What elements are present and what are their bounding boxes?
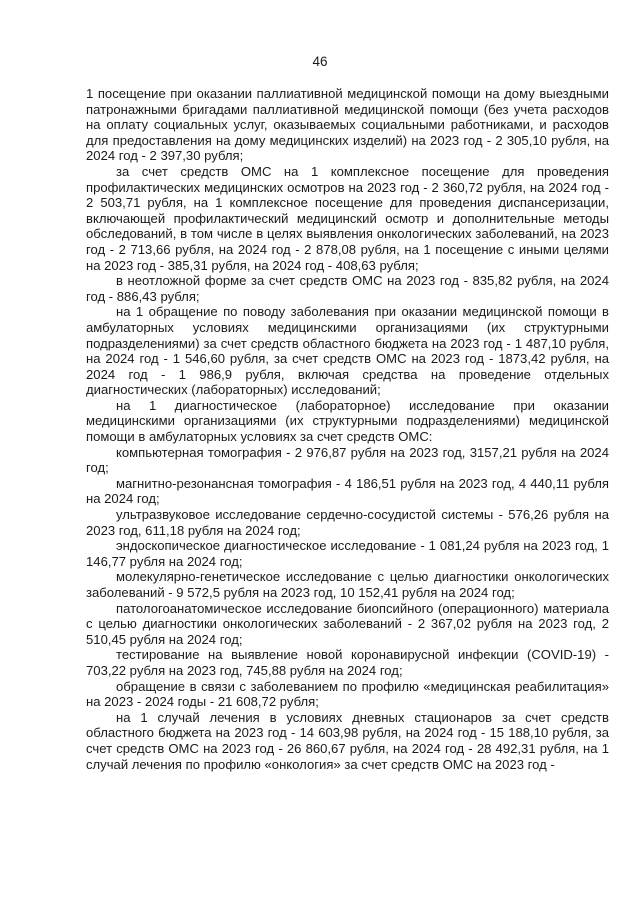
paragraph-rehabilitation: обращение в связи с заболеванием по профилю «медицинская реабилитация» на 2023 - 2024 годы - 21 608,72 рубля;: [86, 678, 609, 710]
document-body: [86, 86, 609, 772]
paragraph-mri: магнитно-резонансная томография - 4 186,51 рубля на 2023 год, 4 440,11 рубля на 2024 год;: [86, 475, 609, 507]
paragraph-endoscopy: эндоскопическое диагностическое исследование - 1 081,24 рубля на 2023 год, 1 146,77 рубля на 2024 год;: [86, 538, 609, 569]
paragraph-palliative-home-visit: 1 посещение при оказании паллиативной медицинской помощи на дому выездными патронажными бригадами паллиативной медицинской помощи (без учета расходов на оплату социальных услуг, оказываемых социальными работниками, и расходов для предоставления на дому медицинских изделий) на 2023 год - 2 305,10 рубля, на 2024 год - 2 397,30 рубля;: [86, 86, 609, 164]
paragraph-molecular-genetic: молекулярно-генетическое исследование с целью диагностики онкологических заболеваний - 9 572,5 рубля на 2023 год, 10 152,41 рубля на 2024 год;: [86, 569, 609, 600]
paragraph-ultrasound: ультразвуковое исследование сердечно-сосудистой системы - 576,26 рубля на 2023 год, 611,18 рубля на 2024 год;: [86, 507, 609, 538]
paragraph-urgent-care: в неотложной форме за счет средств ОМС на 2023 год - 835,82 рубля, на 2024 год - 886,43 рубля;: [86, 273, 609, 304]
paragraph-ct: компьютерная томография - 2 976,87 рубля на 2023 год, 3157,21 рубля на 2024 год;: [86, 444, 609, 476]
paragraph-covid-test: тестирование на выявление новой коронавирусной инфекции (COVID-19) - 703,22 рубля на 2023 год, 745,88 рубля на 2024 год;: [86, 647, 609, 678]
paragraph-day-hospital: на 1 случай лечения в условиях дневных стационаров за счет средств областного бюджета на 2023 год - 14 603,98 рубля, на 2024 год - 15 188,10 рубля, за счет средств ОМС на 2023 год - 26 860,67 рубля, на 2024 год - 28 492,31 рубля, на 1 случай лечения по профилю «онкология» за счет средств ОМС на 2023 год -: [86, 709, 609, 772]
page-number: 46: [312, 54, 328, 69]
paragraph-disease-appeal: на 1 обращение по поводу заболевания при оказании медицинской помощи в амбулаторных условиях медицинскими организациями (их структурными подразделениями) за счет средств областного бюджета на 2023 год - 1 487,10 рубля, на 2024 год - 1 546,60 рубля, за счет средств ОМС на 2023 год - 1873,42 рубля, на 2024 год - 1 986,9 рубля, включая средства на проведение отдельных диагностических (лабораторных) исследований;: [86, 304, 609, 398]
paragraph-pathology: патологоанатомическое исследование биопсийного (операционного) материала с целью диагностики онкологических заболеваний - 2 367,02 рубля на 2023 год, 2 510,45 рубля на 2024 год;: [86, 600, 609, 647]
paragraph-diagnostic-study: на 1 диагностическое (лабораторное) исследование при оказании медицинскими организациями (их структурными подразделениями) медицинской помощи в амбулаторных условиях за счет средств ОМС:: [86, 397, 609, 445]
paragraph-preventive-exams: за счет средств ОМС на 1 комплексное посещение для проведения профилактических медицинских осмотров на 2023 год - 2 360,72 рубля, на 2024 год - 2 503,71 рубля, на 1 комплексное посещение для проведения диспансеризации, включающей профилактический медицинский осмотр и дополнительные методы обследований, в том числе в целях выявления онкологических заболеваний, на 2023 год - 2 713,66 рубля, на 2024 год - 2 878,08 рубля, на 1 посещение с иными целями на 2023 год - 385,31 рубля, на 2024 год - 408,63 рубля;: [86, 163, 609, 273]
